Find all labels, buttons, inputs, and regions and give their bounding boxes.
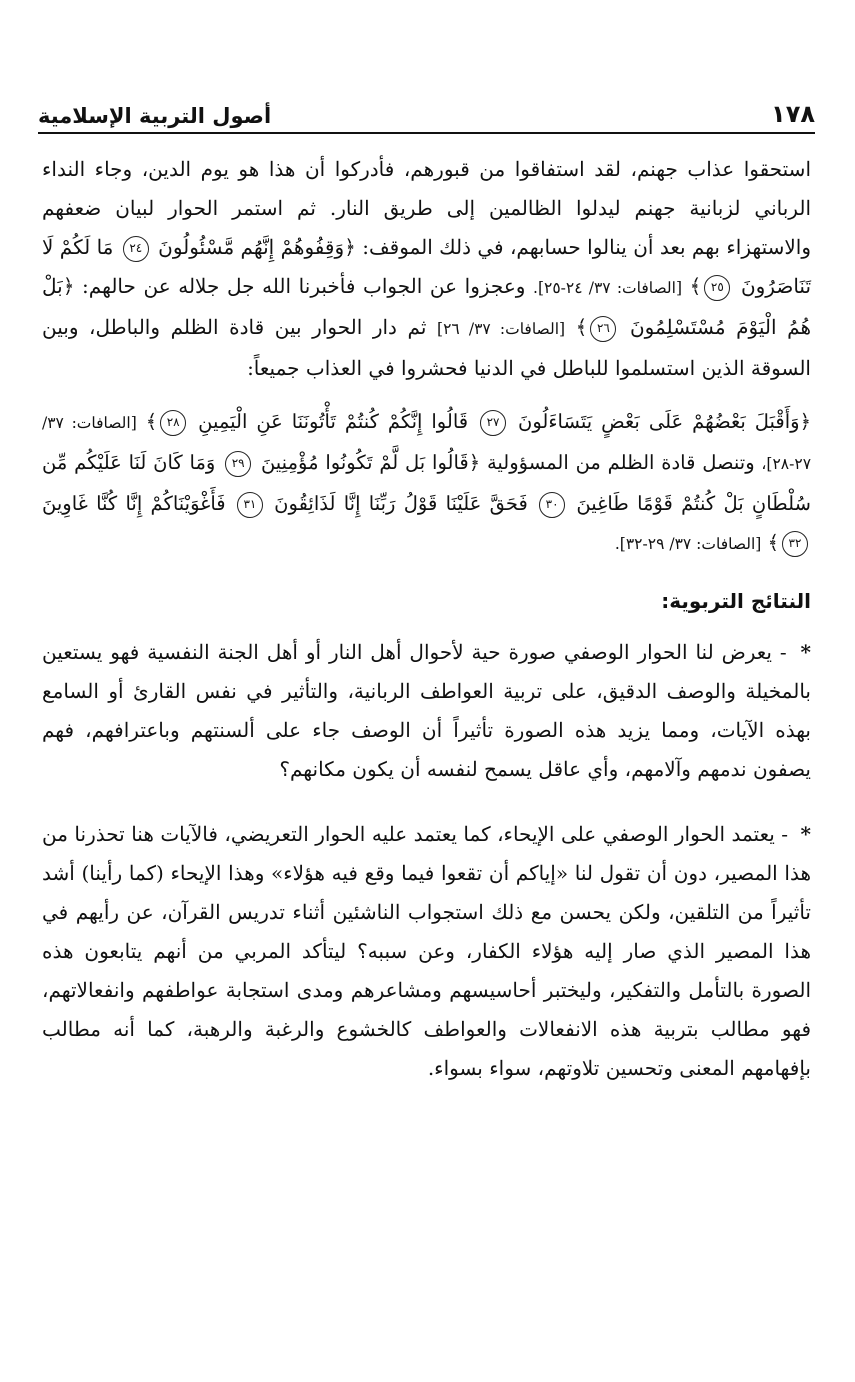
- ayah-end-circle-icon: ٢٤: [123, 236, 149, 262]
- surah-reference: [الصافات: ٣٧/ ٢٤-٢٥].: [533, 279, 683, 297]
- result-2-text: - يعتمد الحوار الوصفي على الإيحاء، كما يعتمد عليه الحوار التعريضي، فالآيات هنا تحذرنا من هذا المصير، دون أن تقول لنا «إياكم أن تقعوا فيما وقع فيه هؤلاء» وهذا الإيحاء (كما رأينا) أشد تأثيراً من التلقين، ولكن يحسن مع ذلك استجواب الناشئين أثناء تدريس القرآن، عن رأيهم في هذا المصير الذي صار إليه هؤلاء الكفار، وعن سببه؟ ليتأكد المربي من أنهم يتابعون هذه الصورة بالتأمل والتفكير، وليختبر أحاسيسهم ومشاعرهم ومدى استجابة عواطفهم وانفعالاتهم، فهو مطالب بتربية هذه الانفعالات والعواطف كالخشوع والرغبة والرهبة، كما أنه مطالب بإفهامهم المعنى وتحسين تلاوتهم، سواء بسواء.: [42, 822, 811, 1080]
- section-heading: النتائج التربوية:: [661, 589, 811, 613]
- book-title: أصول التربية الإسلامية: [38, 104, 272, 128]
- ayah-end-circle-icon: ٢٨: [160, 410, 186, 436]
- ayah-end-circle-icon: ٢٥: [704, 275, 730, 301]
- running-head: [38, 88, 815, 128]
- paragraph-1-text-b: وعجزوا عن الجواب فأخبرنا الله جل جلاله عن حالهم:: [82, 274, 526, 298]
- verse-block-text: وتنصل قادة الظلم من المسؤولية: [486, 451, 755, 474]
- paragraph-1-text-a: استحقوا عذاب جهنم، لقد استفاقوا من قبورهم، فأدركوا أن هذا هو يوم الدين، وجاء النداء الرباني لزبانية جهنم ليدلوا الظالمين إلى طريق النار. ثم استمر الحوار لبيان ضعفهم والاستهزاء بهم بعد أن ينالوا حسابهم، في ذلك الموقف:: [42, 157, 811, 259]
- quran-quote: ﴿وَأَقْبَلَ بَعْضُهُمْ عَلَى بَعْضٍ يَتَسَاءَلُونَ: [518, 410, 812, 433]
- result-1-text: - يعرض لنا الحوار الوصفي صورة حية لأحوال أهل النار أو أهل الجنة النفسية فهو يستعين بالمخيلة والوصف الدقيق، على تربية العواطف الربانية، والتأثير في نفس القارئ أو السامع بهذه الآيات، ومما يزيد هذه الصورة تأثيراً أن الوصف جاء على ألسنتهم وباعترافهم، فهم يصفون ندمهم وآلامهم، وأي عاقل يسمح لنفسه أن يكون مكانهم؟: [42, 640, 811, 781]
- quran-quote: ﴿وَقِفُوهُمْ إِنَّهُم مَّسْئُولُونَ: [158, 235, 356, 259]
- page-body: [42, 150, 811, 1088]
- ayah-end-circle-icon: ٢٩: [225, 451, 251, 477]
- quran-quote: فَأَغْوَيْنَاكُمْ إِنَّا كُنَّا غَاوِينَ: [42, 492, 226, 515]
- page-number: ١٧٨: [771, 100, 815, 128]
- quran-quote: ﴿قَالُوا بَل لَّمْ تَكُونُوا مُؤْمِنِينَ: [260, 451, 481, 474]
- asterisk-bullet-icon: *: [800, 640, 811, 664]
- quran-quote: مَا لَكُمْ لَا تَنَاصَرُونَ: [42, 235, 812, 298]
- result-paragraph-2: [42, 815, 811, 1088]
- quran-quote: ﴿بَلْ هُمُ الْيَوْمَ مُسْتَسْلِمُونَ: [42, 274, 812, 339]
- header-rule: [38, 132, 815, 134]
- surah-reference: [الصافات: ٣٧/ ٢٦]: [437, 320, 566, 338]
- quran-quote: قَالُوا إِنَّكُمْ كُنتُمْ تَأْتُونَنَا عَنِ الْيَمِينِ: [198, 410, 469, 433]
- quran-bracket-close: ﴾: [145, 410, 158, 433]
- ayah-end-circle-icon: ٣٠: [539, 492, 565, 518]
- paragraph-1-text-c: ثم دار الحوار بين قادة الظلم والباطل، وبين السوقة الذين استسلموا للباطل في الدنيا فحشروا في العذاب جميعاً:: [42, 315, 811, 380]
- quran-bracket-close: ﴾: [575, 315, 588, 339]
- quran-quote: فَحَقَّ عَلَيْنَا قَوْلُ رَبِّنَا إِنَّا لَذَائِقُونَ: [274, 492, 528, 515]
- ayah-end-circle-icon: ٢٦: [590, 316, 616, 342]
- ayah-end-circle-icon: ٣١: [237, 492, 263, 518]
- surah-reference: [الصافات: ٣٧/ ٢٧-٢٨]،: [42, 414, 812, 473]
- paragraph-1: [42, 150, 811, 388]
- quran-quote: وَمَا كَانَ لَنَا عَلَيْكُم مِّن سُلْطَانٍ بَلْ كُنتُمْ قَوْمًا طَاغِينَ: [42, 451, 811, 515]
- asterisk-bullet-icon: *: [800, 822, 811, 846]
- verse-block: [42, 402, 811, 564]
- surah-reference: [الصافات: ٣٧/ ٢٩-٣٢].: [614, 535, 762, 553]
- ayah-end-circle-icon: ٢٧: [480, 410, 506, 436]
- quran-bracket-close: ﴾: [767, 531, 779, 554]
- result-paragraph-1: [42, 633, 811, 789]
- ayah-end-circle-icon: ٣٢: [782, 531, 808, 557]
- quran-bracket-close: ﴾: [689, 274, 702, 298]
